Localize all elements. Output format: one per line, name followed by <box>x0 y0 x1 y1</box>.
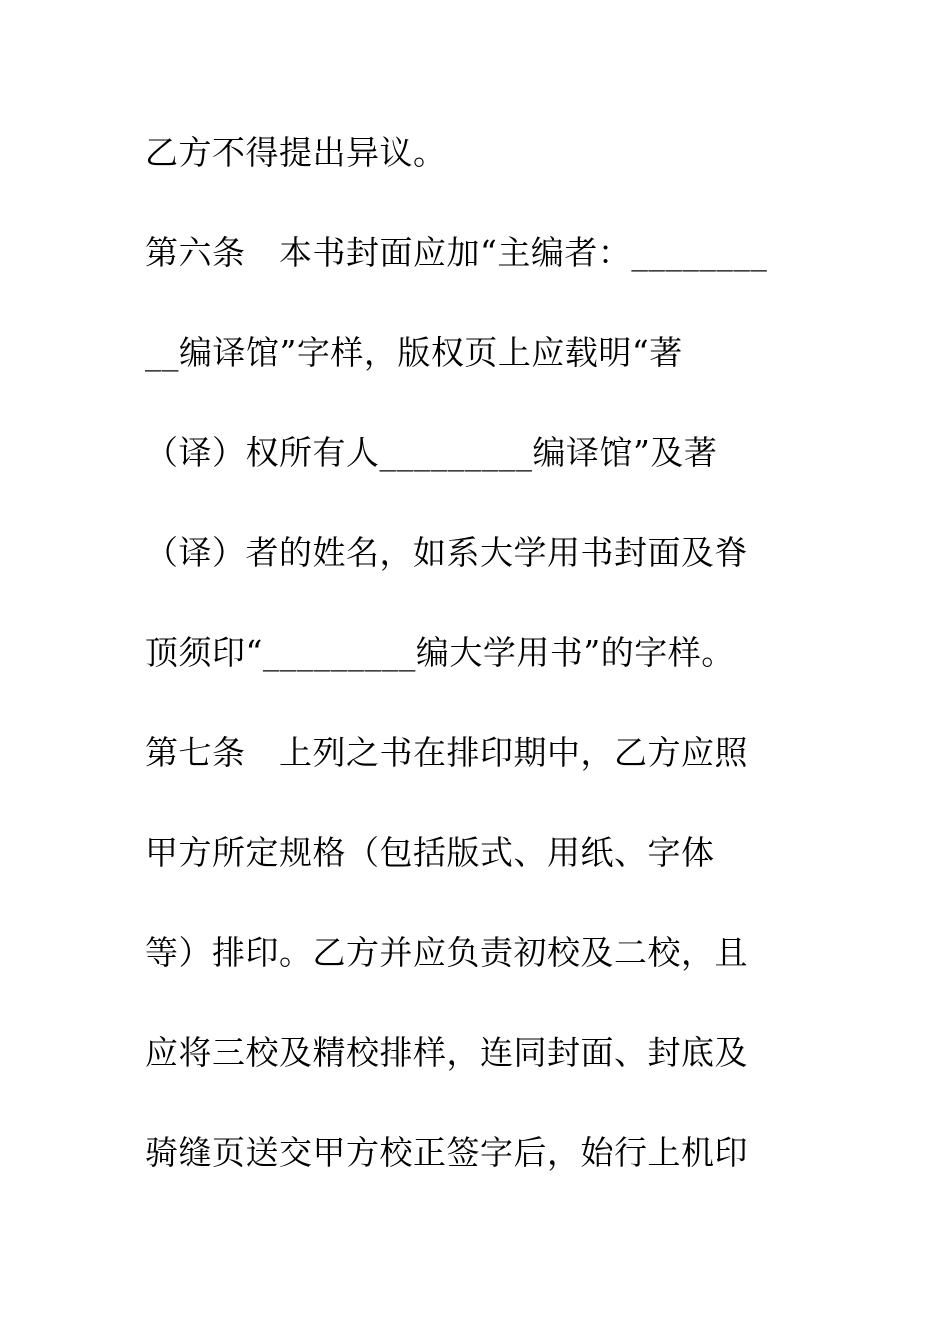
article-7-heading-line: 第七条 上列之书在排印期中，乙方应照 <box>145 733 748 772</box>
text-line: __编译馆”字样，版权页上应载明“著 <box>145 333 683 372</box>
text-line: 乙方不得提出异议。 <box>145 133 447 172</box>
text-line: 应将三校及精校排样，连同封面、封底及 <box>145 1033 748 1072</box>
text-line: 甲方所定规格（包括版式、用纸、字体 <box>145 833 715 872</box>
text-line: 等）排印。乙方并应负责初校及二校，且 <box>145 933 748 972</box>
text-line: （译）权所有人_________编译馆”及著 <box>145 433 718 472</box>
article-6-heading-line: 第六条 本书封面应加“主编者：________ <box>145 233 768 272</box>
text-line: （译）者的姓名，如系大学用书封面及脊 <box>145 533 748 572</box>
text-line: 骑缝页送交甲方校正签字后，始行上机印 <box>145 1133 748 1172</box>
text-line: 顶须印“_________编大学用书”的字样。 <box>145 633 735 672</box>
